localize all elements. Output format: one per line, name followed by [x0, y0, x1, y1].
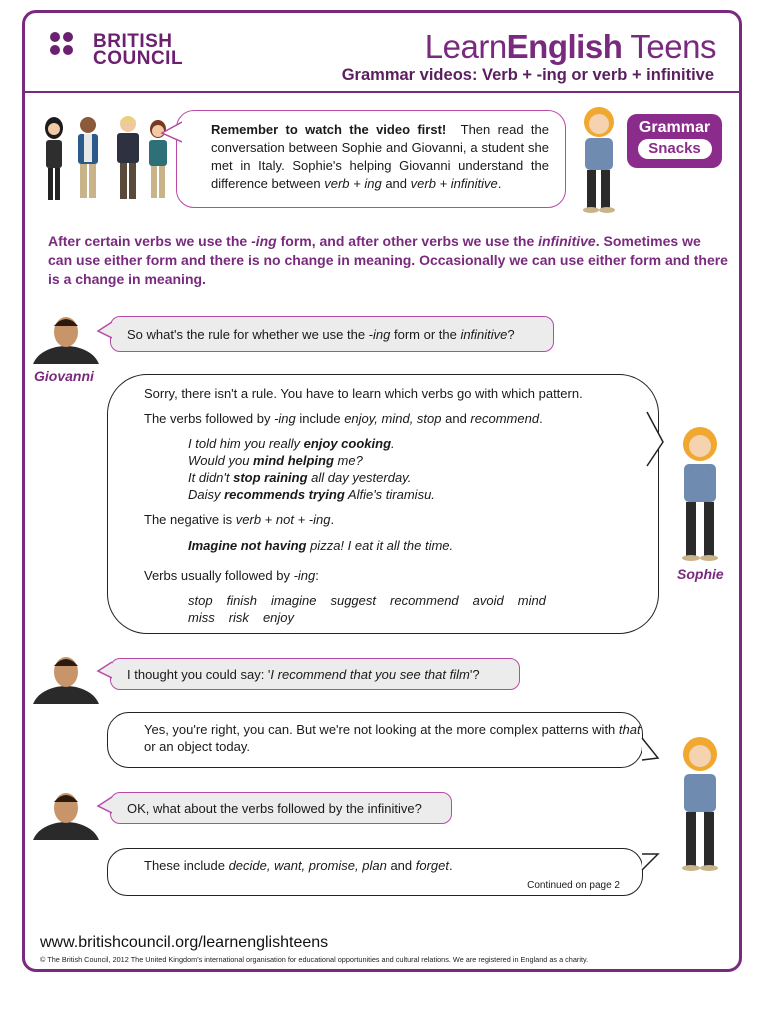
- a1-negative: The negative is verb + not + -ing.: [144, 512, 335, 527]
- sophie-answer-2: Yes, you're right, you can. But we're not looking at the more complex patterns with that or an object today.: [107, 712, 643, 768]
- badge-line2: Snacks: [638, 139, 712, 159]
- sophie-answer-3: These include decide, want, promise, plan and forget. Continued on page 2: [107, 848, 643, 896]
- giovanni-question-3: OK, what about the verbs followed by the infinitive?: [110, 792, 452, 824]
- verb-item: risk: [228, 610, 249, 625]
- verb-item: mind: [517, 593, 546, 608]
- footer-copyright: © The British Council, 2012 The United Kingdom's international organisation for educational opportunities and cultural relations. We are registered in England as a charity.: [40, 955, 589, 964]
- grammar-snacks-badge: [627, 114, 722, 168]
- logo-line2: COUNCIL: [93, 48, 184, 69]
- giovanni-question-1: So what's the rule for whether we use the -ing form or the infinitive?: [110, 316, 554, 352]
- verb-item: recommend: [390, 593, 459, 608]
- verb-item: enjoy: [262, 610, 295, 625]
- intro-text: Then read the conversation between Sophie and Giovanni, a student she met in Italy. Sophie's helping Giovanni understand the difference between: [211, 122, 549, 191]
- giovanni-avatar-3: [30, 786, 102, 840]
- a3-bubble-tail: [640, 850, 662, 874]
- q1-bubble-tail: [96, 320, 112, 342]
- intro-bold: Remember to watch the video first!: [211, 122, 447, 137]
- header-divider: [22, 91, 742, 93]
- sophie-illustration-top: [572, 104, 626, 216]
- intro-bubble-tail: [160, 120, 182, 146]
- a1-line1: Sorry, there isn't a rule. You have to learn which verbs go with which pattern.: [144, 386, 583, 401]
- a1-examples: I told him you really enjoy cooking. Would you mind helping me? It didn't stop raining all day yesterday. Daisy recommends trying Alfie's tiramisu.: [188, 436, 435, 502]
- sophie-label: Sophie: [677, 566, 724, 582]
- logo-line1: BRITISH: [93, 31, 173, 52]
- intro-and: and: [385, 176, 408, 191]
- sophie-answer-1: [107, 374, 659, 634]
- badge-line1: Grammar: [638, 119, 711, 136]
- verb-item: finish: [226, 593, 257, 608]
- verbs-row-2: [144, 609, 658, 626]
- learnenglish-teens-brand: LearnEnglish Teens: [424, 28, 716, 65]
- lead-paragraph: After certain verbs we use the -ing form, and after other verbs we use the infinitive. Sometimes we can use either form and there is no change in meaning. Occasionally we can use either form and there is a change in meaning.: [48, 233, 728, 287]
- giovanni-label: Giovanni: [34, 368, 94, 384]
- teens-group-illustration: [36, 112, 176, 208]
- logo-dots-icon: [50, 32, 86, 68]
- verbs-row-1: [144, 592, 658, 609]
- teen-girl-dark-hair-figure: [45, 117, 63, 200]
- page-subtitle: Grammar videos: Verb + -ing or verb + infinitive: [341, 66, 714, 84]
- q3-bubble-tail: [96, 795, 112, 817]
- giovanni-question-2: I thought you could say: 'I recommend that you see that film'?: [110, 658, 520, 690]
- verb-item: stop: [188, 593, 213, 608]
- sophie-illustration-bottom: [672, 734, 732, 874]
- intro-term1: verb + ing: [324, 176, 382, 191]
- a1-example-5: Imagine not having pizza! I eat it all the time.: [188, 538, 454, 553]
- teen-boy-vest-figure: [78, 117, 98, 198]
- teen-boy-blond-figure: [117, 116, 139, 199]
- intro-speech-bubble: [176, 110, 566, 208]
- a1-line2: The verbs followed by -ing include enjoy, mind, stop and recommend.: [144, 411, 543, 426]
- giovanni-avatar-2: [30, 650, 102, 704]
- intro-end: .: [497, 176, 502, 191]
- a1-bubble-tail: [645, 410, 665, 470]
- q2-bubble-tail: [96, 660, 112, 682]
- continued-note: Continued on page 2: [527, 880, 620, 891]
- verb-item: imagine: [270, 593, 317, 608]
- a2-bubble-tail: [640, 736, 662, 764]
- sophie-illustration-middle: [672, 424, 732, 564]
- a1-usual: Verbs usually followed by -ing:: [144, 568, 319, 583]
- footer-url-link[interactable]: www.britishcouncil.org/learnenglishteens: [40, 934, 329, 951]
- verb-item: miss: [188, 610, 215, 625]
- intro-term2: verb + infinitive: [410, 176, 498, 191]
- verb-item: suggest: [330, 593, 377, 608]
- verb-item: avoid: [472, 593, 504, 608]
- british-council-logo: [50, 32, 183, 68]
- giovanni-avatar: [30, 310, 102, 364]
